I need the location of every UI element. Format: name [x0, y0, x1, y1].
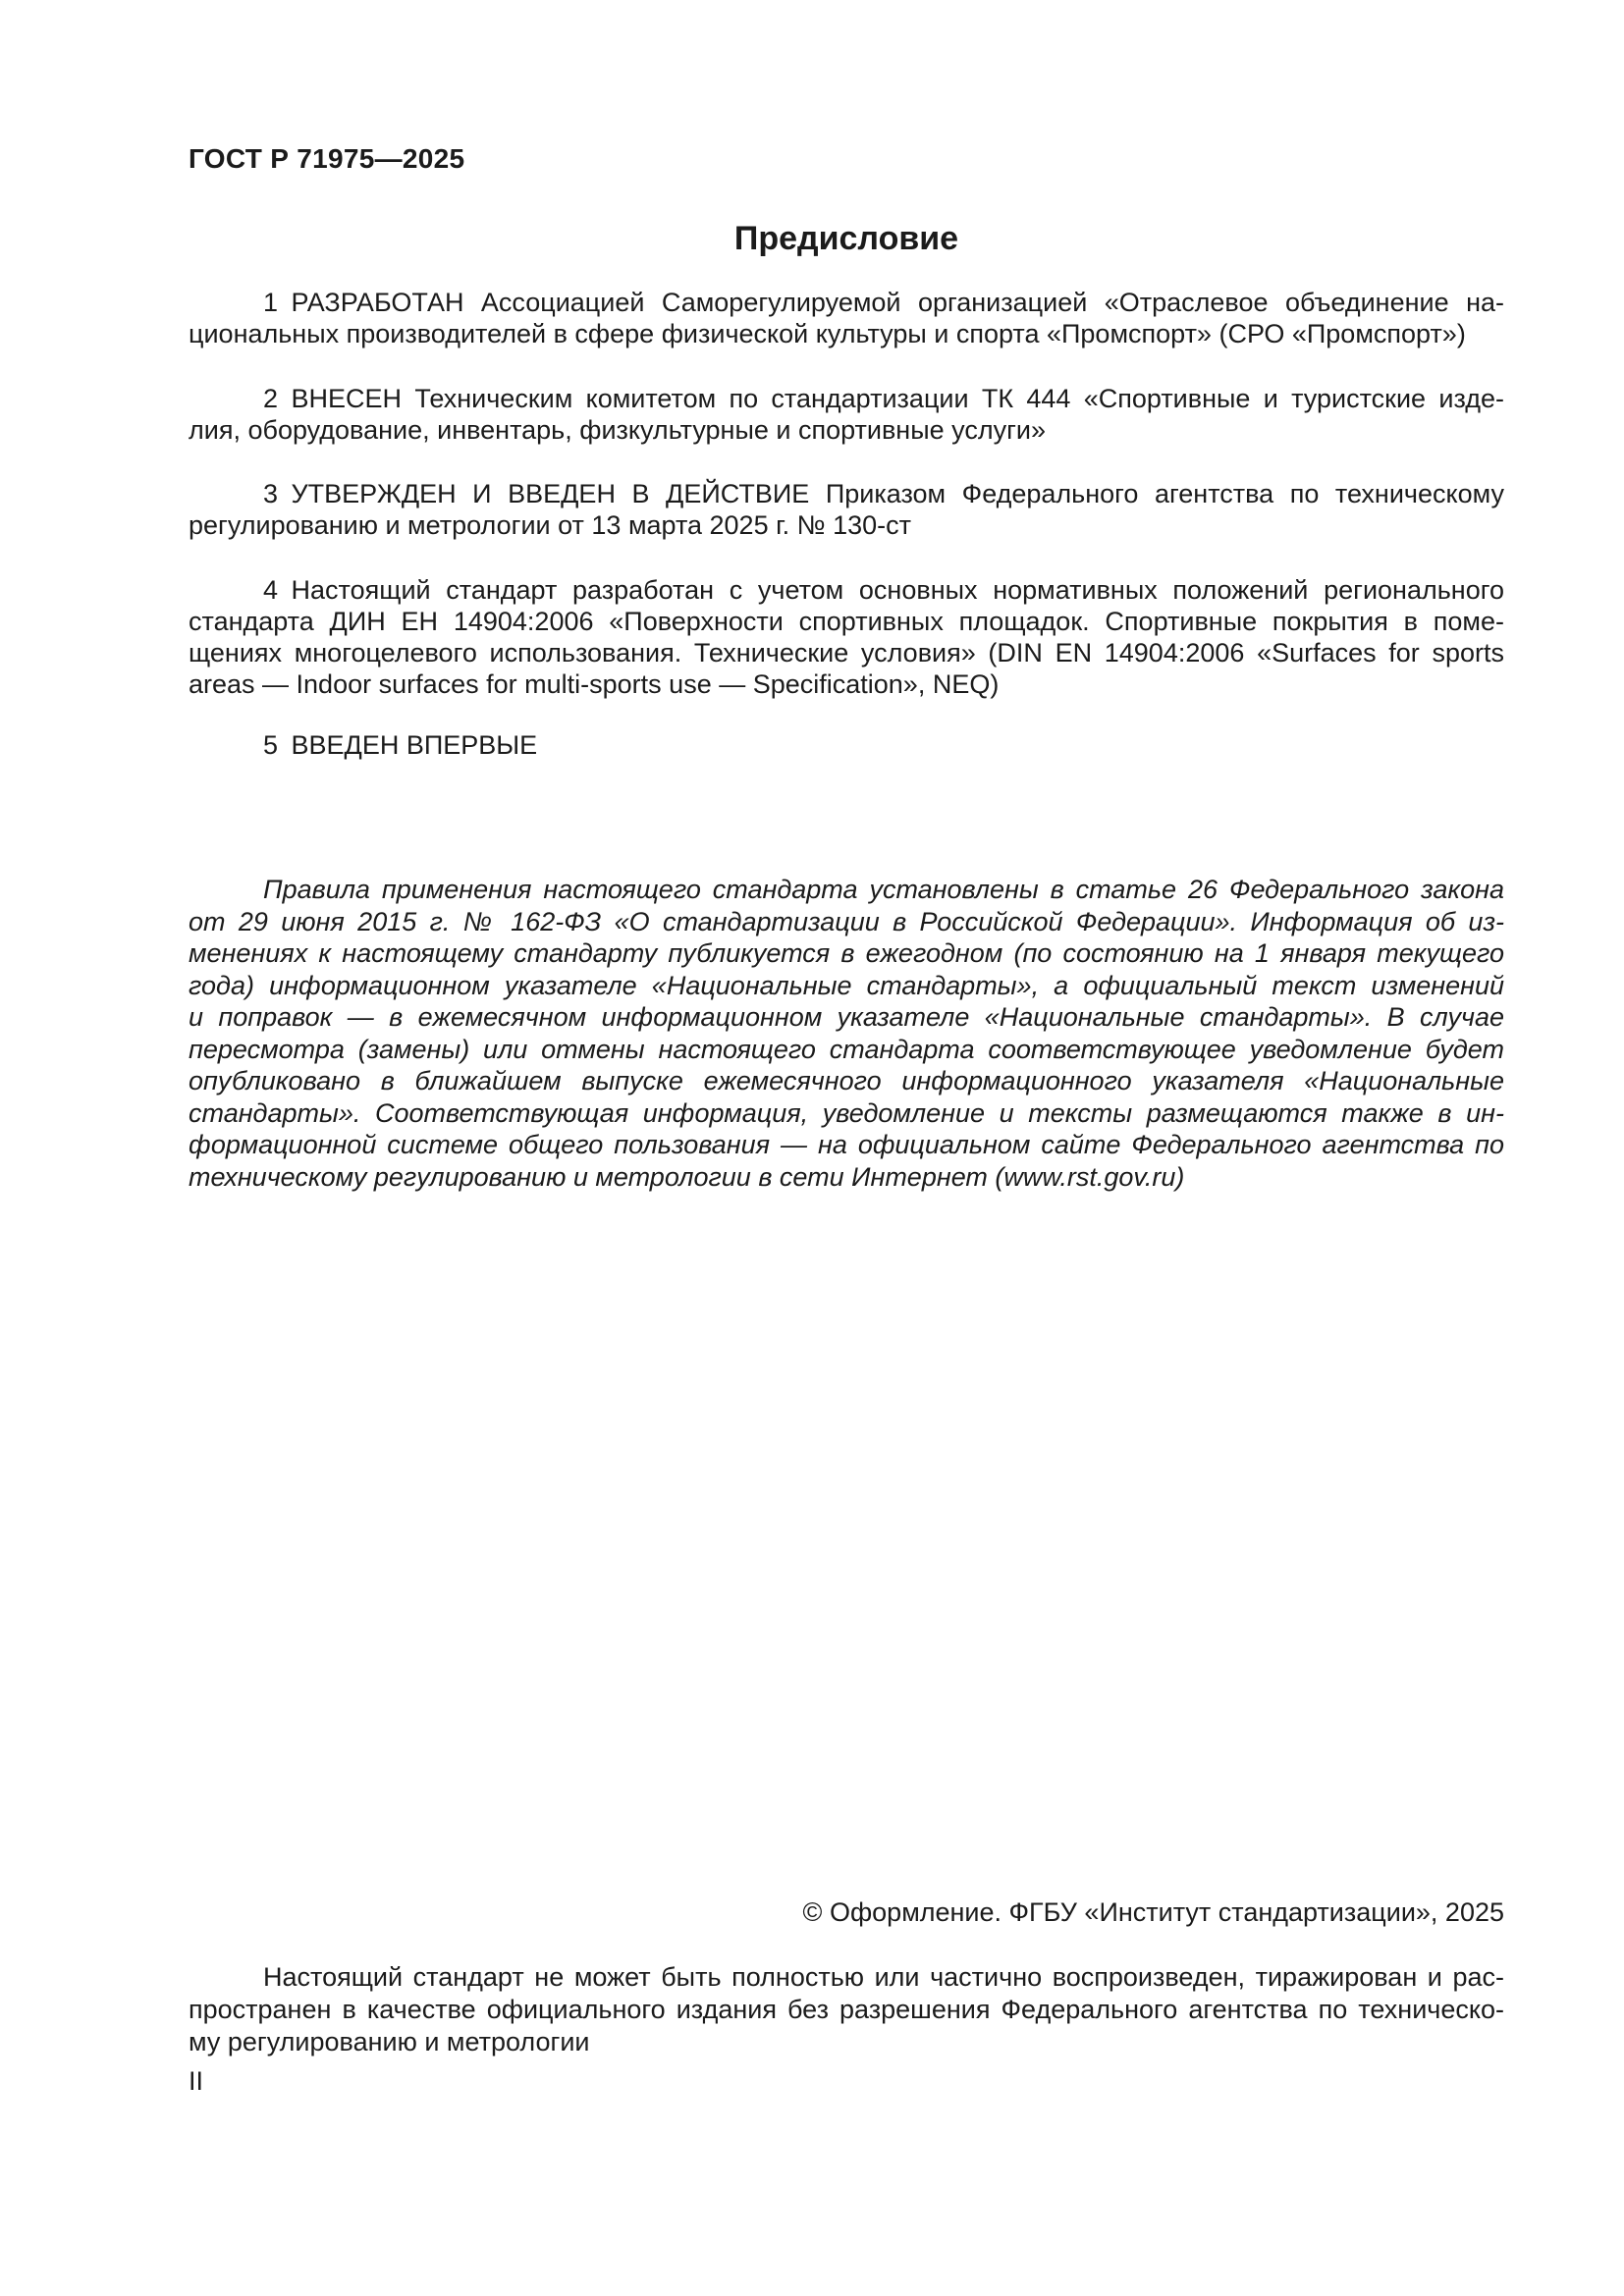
text-line: года) информационном указателе «Национальные стандарты», а официальный текст изменений: [189, 970, 1504, 1000]
text-line: areas — Indoor surfaces for multi-sports use — Specification», NEQ): [189, 669, 1000, 699]
text-line: пересмотра (замены) или отмены настоящего стандарта соответствующее уведомление будет: [189, 1034, 1504, 1064]
text-line: пространен в качестве официального издания без разрешения Федерального агентства по техническо-: [189, 1995, 1504, 2024]
text-line: техническому регулированию и метрологии в сети Интернет (www.rst.gov.ru): [189, 1161, 1185, 1192]
page-number: II: [189, 2066, 204, 2096]
text-line: менениях к настоящему стандарту публикуется в ежегодном (по состоянию на 1 января текущего: [189, 938, 1504, 968]
text-line: и поправок — в ежемесячном информационном указателе «Национальные стандарты». В случае: [189, 1002, 1504, 1032]
foreword-title: Предисловие: [733, 220, 959, 257]
text-line: Настоящий стандарт не может быть полностью или частично воспроизведен, тиражирован и рас-: [263, 1962, 1504, 1992]
text-line: 1 РАЗРАБОТАН Ассоциацией Саморегулируемой организацией «Отраслевое объединение на-: [263, 288, 1504, 317]
text-line: регулированию и метрологии от 13 марта 2025 г. № 130-ст: [189, 510, 912, 540]
text-line: щениях многоцелевого использования. Технические условия» (DIN EN 14904:2006 «Surfaces for sports: [189, 638, 1504, 667]
foreword-item-3: [189, 478, 1504, 541]
foreword-item-4: [189, 574, 1504, 700]
text-line: лия, оборудование, инвентарь, физкультурные и спортивные услуги»: [189, 415, 1047, 445]
text-line: формационной системе общего пользования — на официальном сайте Федерального агентства по: [189, 1130, 1504, 1159]
text-line: 5 ВВЕДЕН ВПЕРВЫЕ: [263, 730, 538, 760]
foreword-item-1: [189, 287, 1504, 349]
application-rules-note: [189, 874, 1504, 1193]
text-line: от 29 июня 2015 г. № 162-ФЗ «О стандартизации в Российской Федерации». Информация об из-: [189, 906, 1504, 936]
text-line: 4 Настоящий стандарт разработан с учетом основных нормативных положений регионального: [263, 575, 1504, 605]
text-line: му регулированию и метрологии: [189, 2027, 590, 2056]
text-line: Правила применения настоящего стандарта установлены в статье 26 Федерального закона: [263, 875, 1504, 904]
text-line: 3 УТВЕРЖДЕН И ВВЕДЕН В ДЕЙСТВИЕ Приказом Федерального агентства по техническому: [263, 479, 1504, 508]
foreword-item-5: [189, 729, 1504, 761]
text-line: циональных производителей в сфере физической культуры и спорта «Промспорт» (СРО «Промспорт»): [189, 319, 1466, 348]
copyright-line: © Оформление. ФГБУ «Институт стандартизации», 2025: [802, 1897, 1504, 1927]
text-line: опубликовано в ближайшем выпуске ежемесячного информационного указателя «Национальные: [189, 1066, 1504, 1095]
text-line: 2 ВНЕСЕН Техническим комитетом по стандартизации ТК 444 «Спортивные и туристские изде-: [263, 384, 1504, 413]
text-line: стандарта ДИН ЕН 14904:2006 «Поверхности спортивных площадок. Спортивные покрытия в поме-: [189, 607, 1504, 636]
standard-designation: ГОСТ Р 71975—2025: [189, 143, 465, 174]
reproduction-restriction: [189, 1961, 1504, 2058]
text-line: стандарты». Соответствующая информация, уведомление и тексты размещаются также в ин-: [189, 1097, 1504, 1128]
foreword-item-2: [189, 383, 1504, 446]
